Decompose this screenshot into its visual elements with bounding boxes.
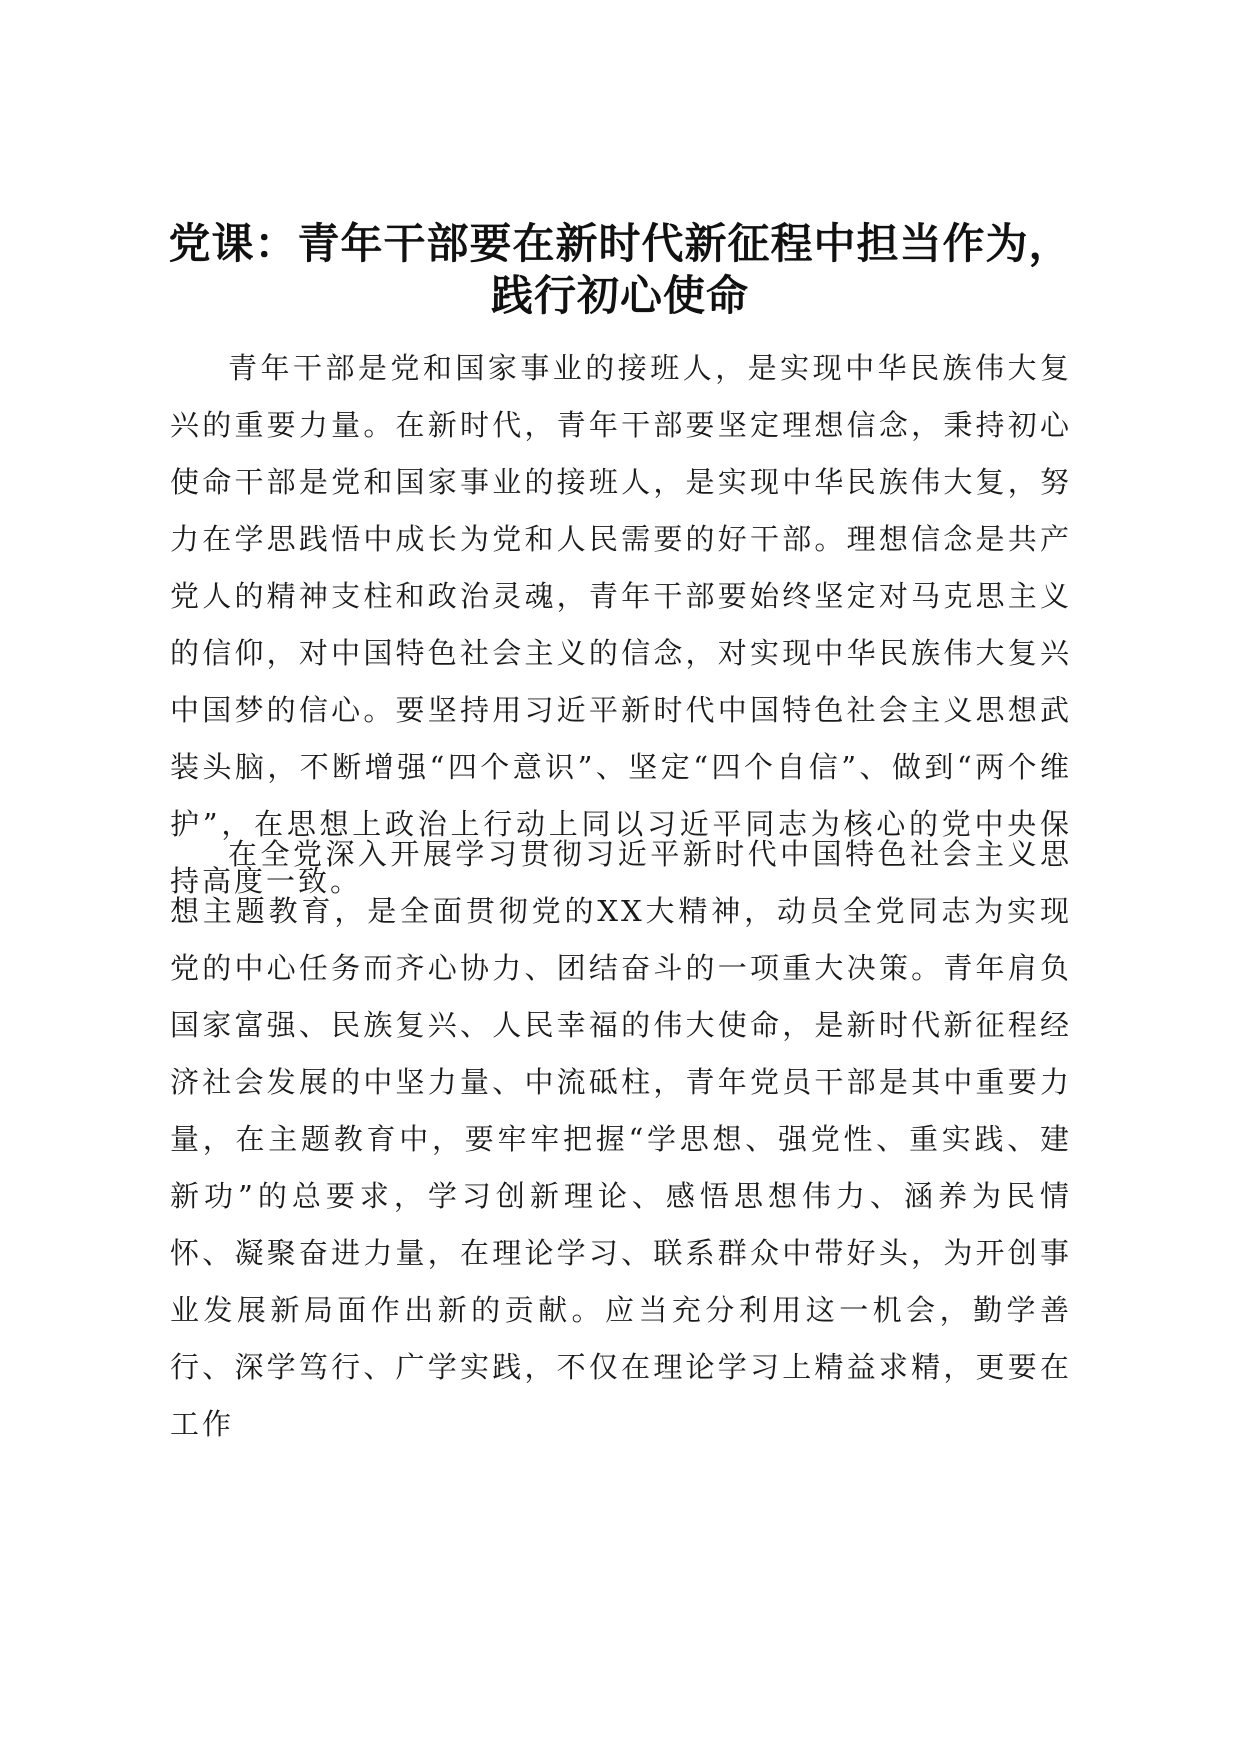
document-title: 党课：青年干部要在新时代新征程中担当作为，践行初心使命 bbox=[168, 219, 1072, 320]
body-paragraph-1: 青年干部是党和国家事业的接班人，是实现中华民族伟大复兴的重要力量。在新时代，青年干部要坚定理想信念，秉持初心使命干部是党和国家事业的接班人，是实现中华民族伟大复，努力在学思践悟中成长为党和人民需要的好干部。理想信念是共产党人的精神支柱和政治灵魂，青年干部要始终坚定对马克思主义的信仰，对中国特色社会主义的信念，对实现中华民族伟大复兴中国梦的信心。要坚持用习近平新时代中国特色社会主义思想武装头脑，不断增强“四个意识”、坚定“四个自信”、做到“两个维护”，在思想上政治上行动上同以习近平同志为核心的党中央保持高度一致。 bbox=[170, 351, 1072, 898]
body-paragraph-2: 在全党深入开展学习贯彻习近平新时代中国特色社会主义思想主题教育，是全面贯彻党的XX大精神，动员全党同志为实现党的中心任务而齐心协力、团结奋斗的一项重大决策。青年肩负国家富强、民族复兴、人民幸福的伟大使命，是新时代新征程经济社会发展的中坚力量、中流砥柱，青年党员干部是其中重要力量，在主题教育中，要牢牢把握“学思想、强党性、重实践、建新功”的总要求，学习创新理论、感悟思想伟力、涵养为民情怀、凝聚奋进力量，在理论学习、联系群众中带好头，为开创事业发展新局面作出新的贡献。应当充分利用这一机会，勤学善行、深学笃行、广学实践，不仅在理论学习上精益求精，更要在工作 bbox=[170, 837, 1072, 1441]
